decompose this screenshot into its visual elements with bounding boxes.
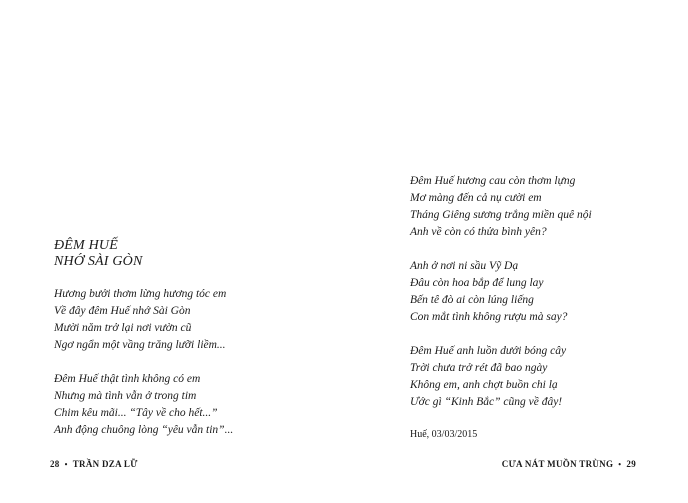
left-page-number: 28 — [50, 459, 60, 469]
verse-line: Trời chưa trở rét đã bao ngày — [410, 362, 548, 374]
verse-line: Mơ màng đến cả nụ cười em — [410, 192, 542, 204]
verse-line: Anh về còn có thửa bình yên? — [410, 226, 547, 238]
verse-line: Hương bưởi thơm lừng hương tóc em — [54, 288, 227, 300]
book-title: CƯA NÁT MUỒN TRÙNG — [501, 459, 614, 469]
author-name: TRẦN DZA LỮ — [72, 459, 138, 469]
poem-date: Huế, 03/03/2015 — [410, 429, 478, 440]
stanza-1 — [54, 286, 354, 354]
poem-title-line-2: NHỚ SÀI GÒN — [54, 254, 143, 269]
stanza-5 — [410, 343, 670, 411]
verse-line: Con mắt tình không rượu mà say? — [410, 311, 568, 323]
right-page-footer — [502, 459, 636, 469]
verse-line: Đâu còn hoa bắp để lung lay — [410, 277, 544, 289]
verse-line: Đêm Huế anh luồn dưới bóng cây — [410, 345, 567, 357]
left-page-footer — [50, 459, 138, 469]
verse-line: Anh ở nơi ni sầu Vỹ Dạ — [410, 260, 519, 272]
footer-bullet-icon: • — [64, 460, 68, 469]
verse-line: Mười năm trở lại nơi vườn cũ — [54, 322, 192, 334]
left-page-poem — [54, 238, 354, 439]
verse-line: Anh động chuông lòng “yêu vẫn tin”... — [54, 424, 234, 436]
verse-line: Bến tê đò ai còn lúng liếng — [410, 294, 534, 306]
stanza-3 — [410, 173, 670, 241]
footer-bullet-icon: • — [618, 460, 622, 469]
verse-line: Đêm Huế thật tình không có em — [54, 373, 201, 385]
verse-line: Về đây đêm Huế nhớ Sài Gòn — [54, 305, 191, 317]
poem-title-line-1: ĐÊM HUẾ — [54, 238, 118, 253]
verse-line: Đêm Huế hương cau còn thơm lựng — [410, 175, 576, 187]
poem-title — [54, 238, 354, 270]
right-page-number: 29 — [626, 459, 636, 469]
right-page-poem — [410, 173, 670, 442]
stanza-2 — [54, 371, 354, 439]
verse-line: Nhưng mà tình vẫn ở trong tim — [54, 390, 197, 402]
verse-line: Tháng Giêng sương trắng miền quê nội — [410, 209, 592, 221]
verse-line: Không em, anh chợt buồn chi lạ — [410, 379, 558, 391]
verse-line: Ước gì “Kinh Bắc” cũng về đây! — [410, 396, 563, 408]
verse-line: Chim kêu mãi... “Tây về cho hết...” — [54, 407, 218, 419]
stanza-4 — [410, 258, 670, 326]
verse-line: Ngơ ngẩn một vầng trăng lưỡi liềm... — [54, 339, 226, 351]
